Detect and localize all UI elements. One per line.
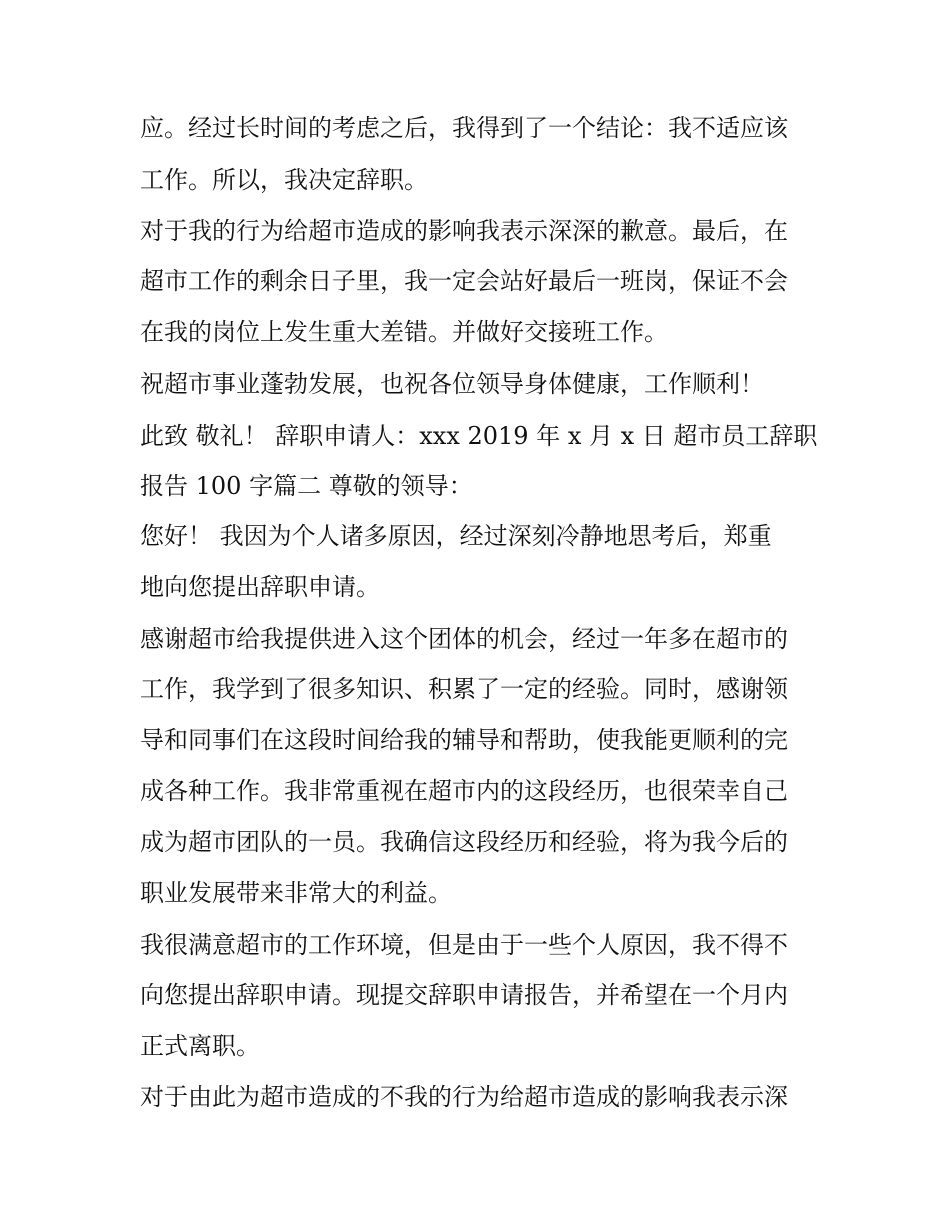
text-line: 地向您提出辞职申请。 (140, 573, 380, 601)
text-line: 在我的岗位上发生重大差错。并做好交接班工作。 (140, 318, 668, 346)
text-line: 成为超市团队的一员。我确信这段经历和经验，将为我今后的 (140, 828, 788, 856)
text-line: 对于我的行为给超市造成的影响我表示深深的歉意。最后，在 (140, 217, 788, 245)
text-line: 祝超市事业蓬勃发展，也祝各位领导身体健康，工作顺利！ (140, 370, 764, 398)
text-line: 职业发展带来非常大的利益。 (140, 879, 452, 907)
text-line: 导和同事们在这段时间给我的辅导和帮助，使我能更顺利的完 (140, 726, 788, 754)
text-line: 对于由此为超市造成的不我的行为给超市造成的影响我表示深 (140, 1083, 788, 1111)
text-line: 我很满意超市的工作环境，但是由于一些个人原因，我不得不 (140, 931, 788, 959)
text-line: 成各种工作。我非常重视在超市内的这段经历，也很荣幸自己 (140, 777, 788, 805)
text-line: 正式离职。 (140, 1032, 260, 1060)
text-line: 您好！ 我因为个人诸多原因，经过深刻冷静地思考后，郑重 (140, 522, 772, 550)
text-line: 工作，我学到了很多知识、积累了一定的经验。同时，感谢领 (140, 675, 788, 703)
text-line: 此致 敬礼！ 辞职申请人：xxx 2019 年 x 月 x 日 超市员工辞职 (140, 422, 818, 450)
text-line: 向您提出辞职申请。现提交辞职申请报告，并希望在一个月内 (140, 981, 788, 1009)
text-line: 工作。所以，我决定辞职。 (140, 166, 428, 194)
text-line: 报告 100 字篇二 尊敬的领导： (140, 472, 473, 500)
text-line: 应。经过长时间的考虑之后，我得到了一个结论：我不适应该 (140, 114, 788, 142)
text-line: 感谢超市给我提供进入这个团体的机会，经过一年多在超市的 (140, 625, 788, 653)
text-line: 超市工作的剩余日子里，我一定会站好最后一班岗，保证不会 (140, 267, 788, 295)
